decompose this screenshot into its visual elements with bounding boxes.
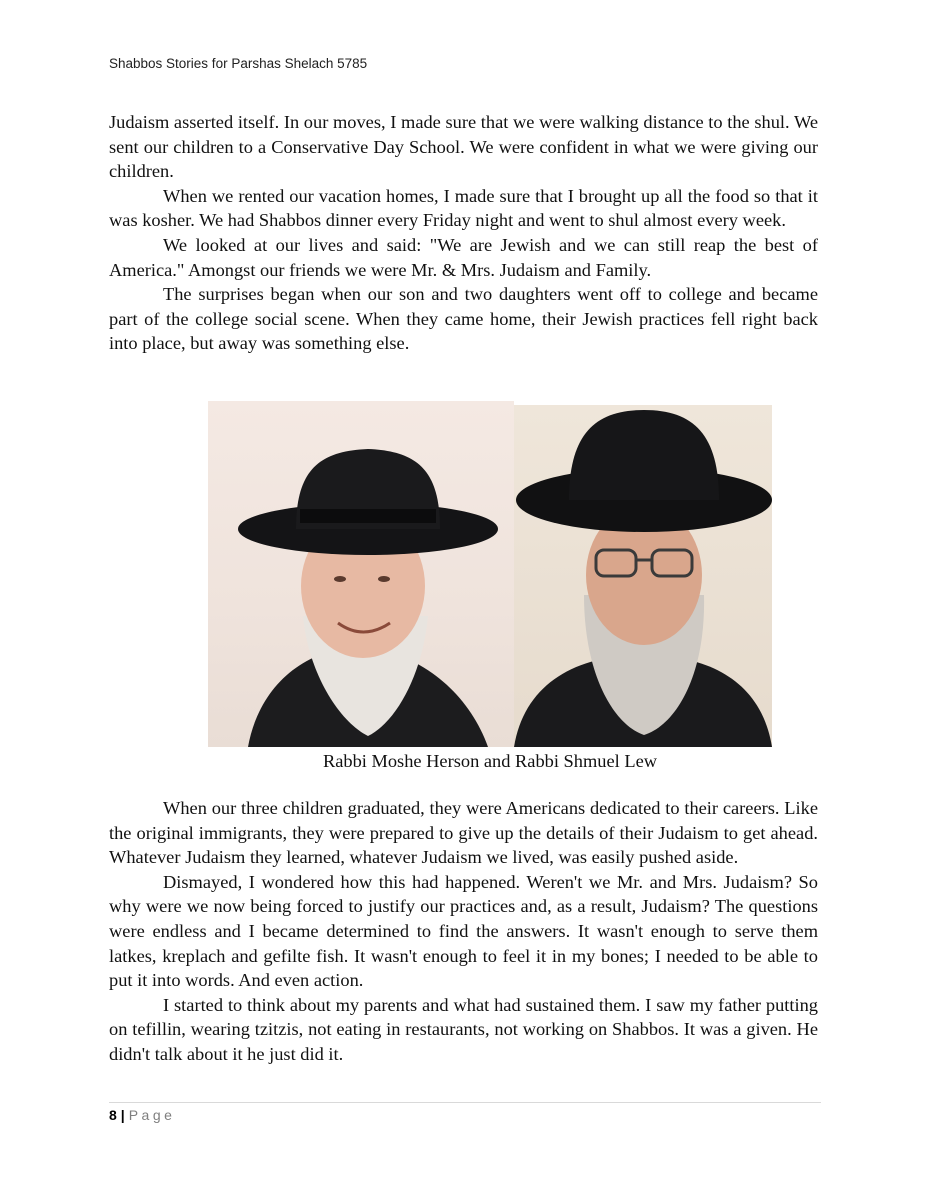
running-header: Shabbos Stories for Parshas Shelach 5785 — [109, 56, 368, 71]
footer-separator: | — [120, 1107, 125, 1123]
paragraph: When we rented our vacation homes, I made sure that I brought up all the food so that it was kosher. We had Shabbos dinner every Friday night and went to shul almost every week. — [109, 185, 818, 231]
photo-rabbi-shmuel-lew — [514, 405, 772, 747]
figure-caption: Rabbi Moshe Herson and Rabbi Shmuel Lew — [322, 751, 658, 771]
paragraph: Dismayed, I wondered how this had happened. Weren't we Mr. and Mrs. Judaism? So why were we now being forced to justify our practices and, as a result, Judaism? The questions were endless and I became determined to find the answers. It wasn't enough to serve them latkes, kreplach and gefilte fish. It wasn't enough to feel it in my bones; I needed to be able to put it into words. And even action. — [109, 871, 818, 991]
paragraph: I started to think about my parents and what had sustained them. I saw my father putting on tefillin, wearing tzitzis, not eating in restaurants, not working on Shabbos. It was a given. He didn't talk about it he just did it. — [109, 994, 818, 1064]
body-text-top — [109, 110, 818, 356]
footer-divider — [109, 1102, 821, 1103]
paragraph: The surprises began when our son and two daughters went off to college and became part of the college social scene. When they came home, their Jewish practices fell right back into place, but away was something else. — [109, 284, 818, 354]
paragraph: Judaism asserted itself. In our moves, I made sure that we were walking distance to the shul. We sent our children to a Conservative Day School. We were confident in what we were giving our children. — [109, 112, 818, 182]
page-number: 8 — [109, 1107, 117, 1123]
paragraph: When our three children graduated, they were Americans dedicated to their careers. Like the original immigrants, they were prepared to give up the details of their Judaism to get ahead. Whatever Judaism they learned, whatever Judaism we lived, was easily pushed aside. — [109, 798, 818, 868]
page-label: Page — [128, 1107, 176, 1123]
page-footer — [109, 1107, 175, 1123]
paragraph: We looked at our lives and said: "We are Jewish and we can still reap the best of America." Amongst our friends we were Mr. & Mrs. Judaism and Family. — [109, 234, 818, 280]
body-text-bottom — [109, 796, 818, 1067]
photo-rabbi-moshe-herson — [208, 401, 514, 747]
